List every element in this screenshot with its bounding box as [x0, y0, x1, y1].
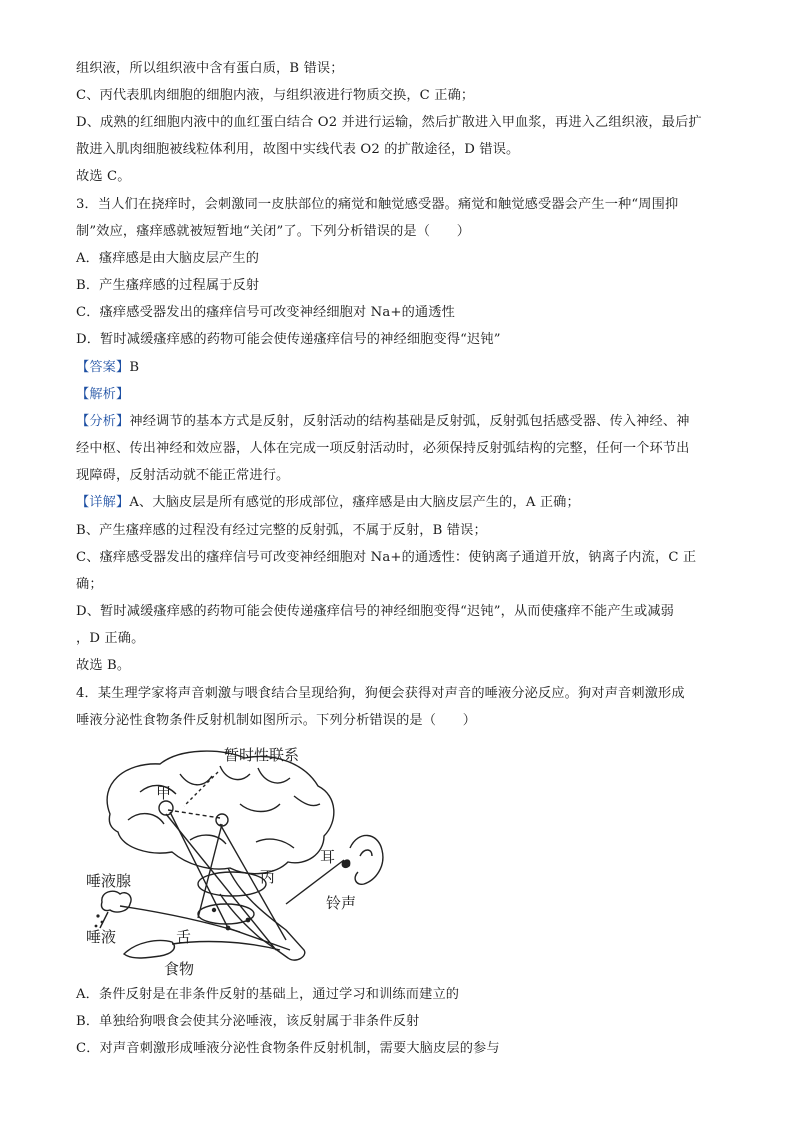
label-saliva: 唾液 — [86, 928, 117, 946]
text-line: ，D 正确。 — [76, 631, 145, 646]
text-line: 经中枢、传出神经和效应器，人体在完成一项反射活动时，必须保持反射弧结构的完整，任何一个环节出 — [76, 441, 690, 456]
text-line: D、暂时减缓瘙痒感的药物可能会使传递瘙痒信号的神经细胞变得“迟钝”，从而使瘙痒不能产生或减弱 — [76, 604, 675, 619]
conditioned-reflex-diagram — [80, 744, 410, 976]
analysis-heading — [76, 386, 129, 404]
label-er: 耳 — [320, 848, 336, 866]
label-bing: 丙 — [260, 868, 276, 886]
question-4-stem: 4．某生理学家将声音刺激与喂食结合呈现给狗，狗便会获得对声音的唾液分泌反应。狗对声音刺激形成 — [76, 686, 685, 701]
text-line: B、产生瘙痒感的过程没有经过完整的反射弧，不属于反射，B 错误； — [76, 523, 487, 538]
option-d: D．暂时减缓瘙痒感的药物可能会使传递瘙痒信号的神经细胞变得“迟钝” — [76, 332, 501, 347]
option-b: B．产生瘙痒感的过程属于反射 — [76, 278, 260, 293]
text-line: C、丙代表肌肉细胞的细胞内液，与组织液进行物质交换，C 正确； — [76, 88, 475, 103]
ear-shape — [350, 835, 383, 884]
salivary-gland — [101, 891, 131, 912]
text-line: 故选 C。 — [76, 169, 131, 184]
label-food: 食物 — [164, 960, 195, 976]
section-marker: 【答案】 — [76, 360, 130, 375]
section-marker: 【分析】 — [76, 414, 130, 429]
question-3-stem-cont: 制”效应，瘙痒感就被短暂地“关闭”了。下列分析错误的是（ ） — [76, 224, 471, 239]
label-jia: 甲 — [156, 784, 172, 802]
text-line: 确； — [76, 577, 103, 592]
text-line: 【分析】神经调节的基本方式是反射，反射活动的结构基础是反射弧，反射弧包括感受器、传入神经、神 — [76, 414, 690, 429]
question-4-stem-cont: 唾液分泌性食物条件反射机制如图所示。下列分析错误的是（ ） — [76, 713, 477, 728]
text-line: 故选 B。 — [76, 658, 131, 673]
text-line: C、瘙痒感受器发出的瘙痒信号可改变神经细胞对 Na+的通透性：使钠离子通道开放，钠离子内流，C 正 — [76, 550, 697, 565]
section-marker: 【解析】 — [76, 387, 130, 402]
label-salivary-gland: 唾液腺 — [86, 872, 132, 890]
option-c: C．瘙痒感受器发出的瘙痒信号可改变神经细胞对 Na+的通透性 — [76, 305, 455, 320]
q4-option-b: B．单独给狗喂食会使其分泌唾液，该反射属于非条件反射 — [76, 1014, 420, 1029]
label-temporary-connection: 暂时性联系 — [224, 746, 300, 764]
brain-outline — [107, 751, 334, 874]
q4-option-a: A．条件反射是在非条件反射的基础上，通过学习和训练而建立的 — [76, 987, 460, 1002]
question-3-stem: 3．当人们在挠痒时，会刺激同一皮肤部位的痛觉和触觉感受器。痛觉和触觉感受器会产生一种“周围抑 — [76, 197, 679, 212]
text-line: 现障碍，反射活动就不能正常进行。 — [76, 468, 290, 483]
label-bell-sound: 铃声 — [326, 894, 357, 912]
q4-option-c: C．对声音刺激形成唾液分泌性食物条件反射机制，需要大脑皮层的参与 — [76, 1041, 500, 1056]
text-line: 组织液，所以组织液中含有蛋白质，B 错误； — [76, 61, 344, 76]
tongue-shape — [124, 941, 174, 959]
text-line: 【详解】A、大脑皮层是所有感觉的形成部位，瘙痒感是由大脑皮层产生的，A 正确； — [76, 495, 580, 510]
text-line: D、成熟的红细胞内液中的血红蛋白结合 O2 并进行运输，然后扩散进入甲血浆，再进入乙组织液，最后扩 — [76, 115, 702, 130]
answer-line: 【答案】B — [76, 360, 140, 375]
option-a: A．瘙痒感是由大脑皮层产生的 — [76, 251, 260, 266]
section-marker: 【详解】 — [76, 495, 130, 510]
text-line: 散进入肌肉细胞被线粒体利用，故图中实线代表 O2 的扩散途径，D 错误。 — [76, 142, 520, 157]
label-tongue: 舌 — [176, 928, 192, 946]
